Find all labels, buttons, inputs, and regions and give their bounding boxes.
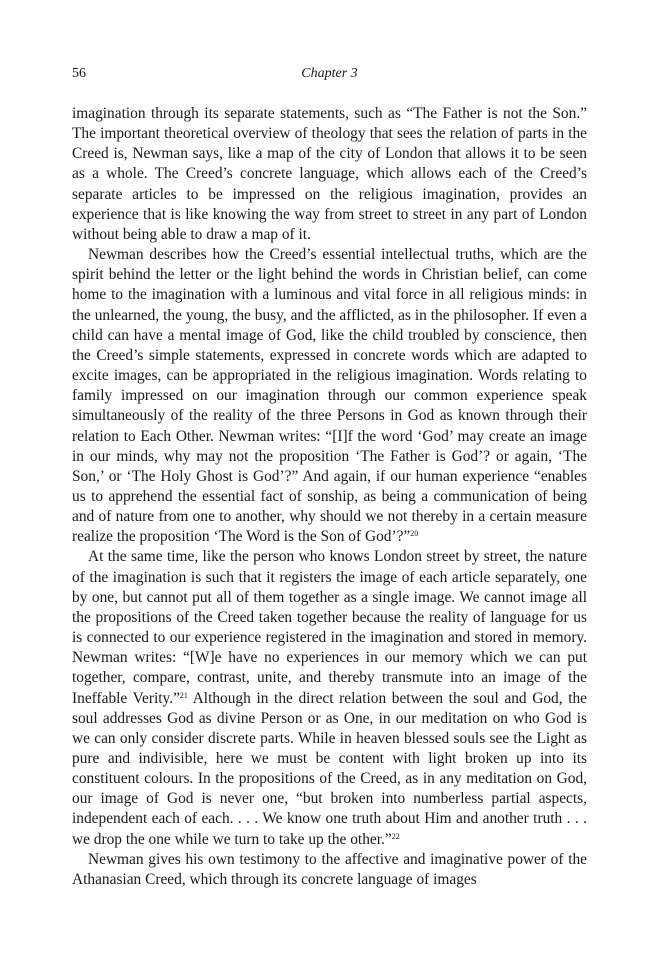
body-text [72, 104, 587, 890]
paragraph [72, 547, 587, 849]
running-head: Chapter 3 [301, 66, 358, 81]
page-number: 56 [72, 66, 86, 81]
paragraph-text: imagination through its separate statements, such as “The Father is not the Son.” The important theoretical overview of theology that sees the relation of parts in the Creed is, Newman says, like a map of the city of London that allows it to be seen as a whole. The Creed’s concrete language, which allows each of the Creed’s separate articles to be impressed on the religious imagination, provides an experience that is like knowing the way from street to street in any part of London without being able to draw a map of it. [72, 105, 587, 243]
footnote-ref: 22 [391, 831, 400, 841]
footnote-ref: 20 [410, 529, 419, 539]
paragraph [72, 245, 587, 547]
paragraph [72, 850, 587, 890]
paragraph-text: Newman describes how the Creed’s essential intellectual truths, which are the spirit behind the letter or the light behind the words in Christian belief, can come home to the imagination with a luminous and vital force in all religious minds: in the unlearned, the young, the busy, and the afflicted, as in the philosopher. If even a child can have a mental image of God, like the child troubled by conscience, then the Creed’s simple statements, expressed in concrete words which are adapted to excite images, can be appropriated in the religious imagination. Words relating to family impressed on our imagination through our common experience speak simultaneously of the reality of the three Persons in God as known through their relation to Each Other. Newman writes: “[I]f the word ‘God’ may create an image in our minds, why may not the proposition ‘The Father is God’? or again, ‘The Son,’ or ‘The Holy Ghost is God’?” And again, if our human experience “enables us to apprehend the essential fact of sonship, as being a communication of being and of nature from one to another, why should we not thereby in a certain measure realize the proposition ‘The Word is the Son of God’?” [72, 246, 587, 546]
paragraph-text: Newman gives his own testimony to the affective and imaginative power of the Athanasian Creed, which through its concrete language of images [72, 850, 587, 888]
paragraph-text: Although in the direct relation between the soul and God, the soul addresses God as divine Person or as One, in our meditation on who God is we can only consider discrete parts. While in heaven blessed souls see the Light as pure and indivisible, here we must be content with light broken up into its constituent colours. In the propositions of the Creed, as in any meditation on God, our image of God is never one, “but broken into numberless partial aspects, independent each of each. . . . We know one truth about Him and another truth . . . we drop the one while we turn to take up the other.” [72, 689, 587, 848]
footnote-ref: 21 [179, 690, 188, 700]
page-header [72, 66, 587, 86]
paragraph [72, 104, 587, 245]
paragraph-text: At the same time, like the person who knows London street by street, the nature of the imagination is such that it registers the image of each article separately, one by one, but cannot put all of them together as a single image. We cannot image all the propositions of the Creed taken together because the reality of language for us is connected to our experience registered in the imagination and stored in memory. Newman writes: “[W]e have no experiences in our memory which we can put together, compare, contrast, unite, and thereby transmute into an image of the Ineffable Verity.” [72, 548, 587, 707]
